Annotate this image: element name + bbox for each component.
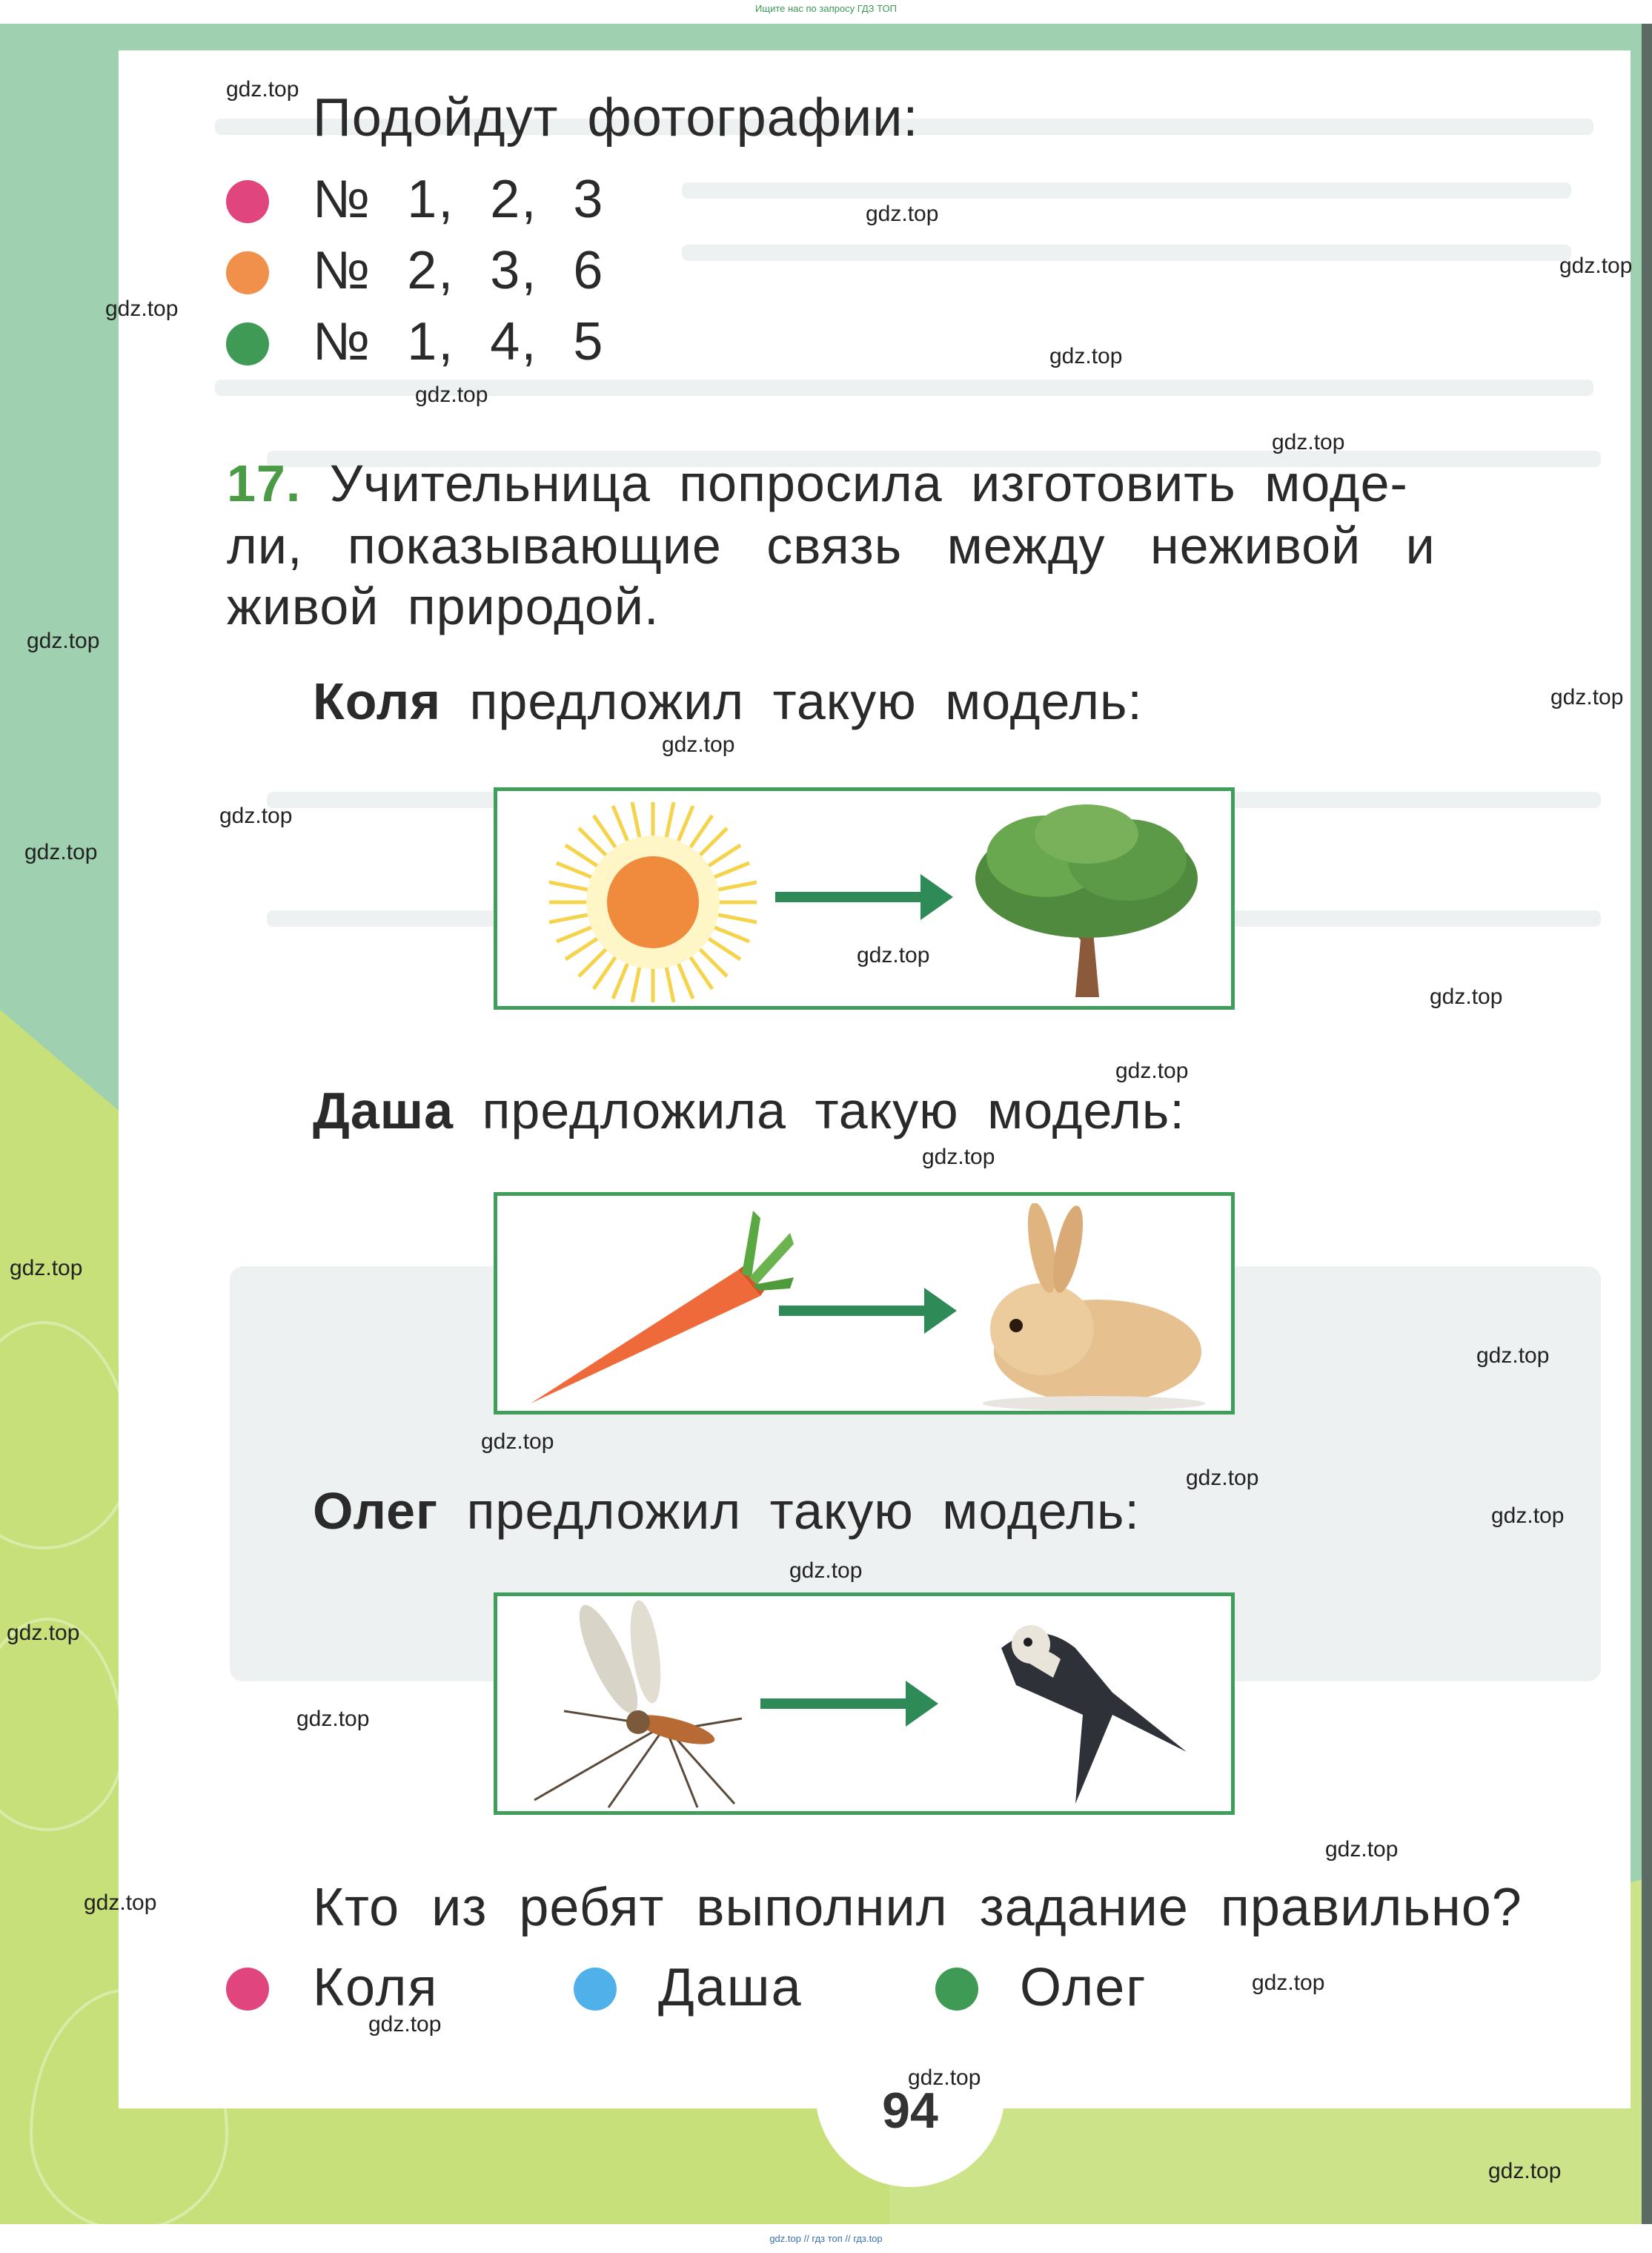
- task-17-line-3: живой природой.: [227, 578, 660, 635]
- watermark: gdz.top: [866, 202, 939, 226]
- watermark: gdz.top: [226, 77, 299, 102]
- watermark: gdz.top: [1272, 430, 1345, 454]
- photo-option-2: № 2, 3, 6: [313, 241, 605, 300]
- arrow-icon: [760, 1698, 909, 1709]
- bottom-strip: [0, 2224, 1652, 2253]
- watermark: gdz.top: [922, 1145, 995, 1169]
- arrow-icon: [775, 892, 923, 902]
- watermark: gdz.top: [368, 2012, 442, 2037]
- watermark: gdz.top: [1115, 1059, 1189, 1083]
- watermark: gdz.top: [415, 383, 488, 407]
- watermark: gdz.top: [908, 2065, 981, 2090]
- watermark: gdz.top: [662, 732, 735, 757]
- student-name: Даша: [313, 1082, 454, 1139]
- top-strip: [0, 0, 1652, 24]
- student-name: Олег: [313, 1482, 439, 1540]
- answer-dot: [574, 1968, 617, 2011]
- answer-kolya[interactable]: Коля: [313, 1958, 439, 2017]
- carrot-icon: [516, 1203, 797, 1411]
- watermark: gdz.top: [7, 1621, 80, 1645]
- photos-title: Подойдут фотографии:: [313, 88, 919, 148]
- model-caption-rest: предложил такую модель:: [469, 672, 1143, 730]
- watermark: gdz.top: [481, 1429, 554, 1454]
- tree-icon: [964, 804, 1201, 997]
- answer-dot: [935, 1968, 978, 2011]
- bottom-note: gdz.top // гдз топ // гдз.top: [769, 2233, 883, 2244]
- model-2-caption: [313, 1081, 1185, 1140]
- answer-dot: [226, 1968, 269, 2011]
- task-number: 17.: [227, 454, 302, 512]
- watermark: gdz.top: [1559, 254, 1633, 278]
- photo-option-1: № 1, 2, 3: [313, 170, 605, 229]
- task-line-1-text: Учительница попросила изготовить моде-: [329, 454, 1408, 512]
- option-dot: [226, 322, 269, 365]
- swallow-icon: [972, 1604, 1194, 1811]
- task-17-line-1: [227, 454, 1408, 513]
- model-box-1: [494, 787, 1235, 1010]
- watermark: gdz.top: [1550, 685, 1624, 709]
- watermark: gdz.top: [1491, 1503, 1565, 1528]
- watermark: gdz.top: [789, 1558, 863, 1583]
- watermark: gdz.top: [105, 297, 179, 321]
- task-17-line-2: ли, показывающие связь между неживой и: [227, 517, 1436, 575]
- watermark: gdz.top: [1049, 344, 1123, 368]
- model-1-caption: [313, 672, 1143, 731]
- model-caption-rest: предложил такую модель:: [466, 1482, 1140, 1540]
- option-dot: [226, 180, 269, 223]
- model-box-3: [494, 1592, 1235, 1815]
- bleed-through-line: [682, 182, 1571, 199]
- model-box-2: [494, 1192, 1235, 1415]
- watermark: gdz.top: [1325, 1837, 1399, 1862]
- mosquito-icon: [520, 1600, 779, 1815]
- page-edge: [1642, 24, 1652, 2224]
- watermark: gdz.top: [24, 840, 98, 864]
- option-dot: [226, 251, 269, 294]
- watermark: gdz.top: [857, 943, 930, 967]
- watermark: gdz.top: [84, 1890, 157, 1915]
- watermark: gdz.top: [296, 1707, 370, 1731]
- question-text: Кто из ребят выполнил задание правильно?: [313, 1878, 1522, 1937]
- student-name: Коля: [313, 672, 442, 730]
- watermark: gdz.top: [1476, 1343, 1550, 1368]
- watermark: gdz.top: [27, 629, 100, 653]
- model-3-caption: [313, 1481, 1140, 1541]
- answer-dasha[interactable]: Даша: [658, 1958, 803, 2017]
- model-caption-rest: предложила такую модель:: [482, 1082, 1185, 1139]
- top-note: Ищите нас по запросу ГДЗ ТОП: [755, 3, 897, 14]
- watermark: gdz.top: [219, 804, 293, 828]
- arrow-icon: [779, 1306, 927, 1316]
- sun-icon: [549, 802, 757, 1002]
- watermark: gdz.top: [1252, 1971, 1325, 1995]
- watermark: gdz.top: [1186, 1466, 1259, 1490]
- page-number: 94: [882, 2082, 938, 2139]
- answer-oleg[interactable]: Олег: [1020, 1958, 1147, 2017]
- watermark: gdz.top: [1488, 2159, 1562, 2183]
- watermark: gdz.top: [10, 1256, 83, 1280]
- photo-option-3: № 1, 4, 5: [313, 312, 605, 371]
- bleed-through-line: [682, 245, 1571, 261]
- rabbit-icon: [972, 1203, 1216, 1411]
- watermark: gdz.top: [1430, 985, 1503, 1009]
